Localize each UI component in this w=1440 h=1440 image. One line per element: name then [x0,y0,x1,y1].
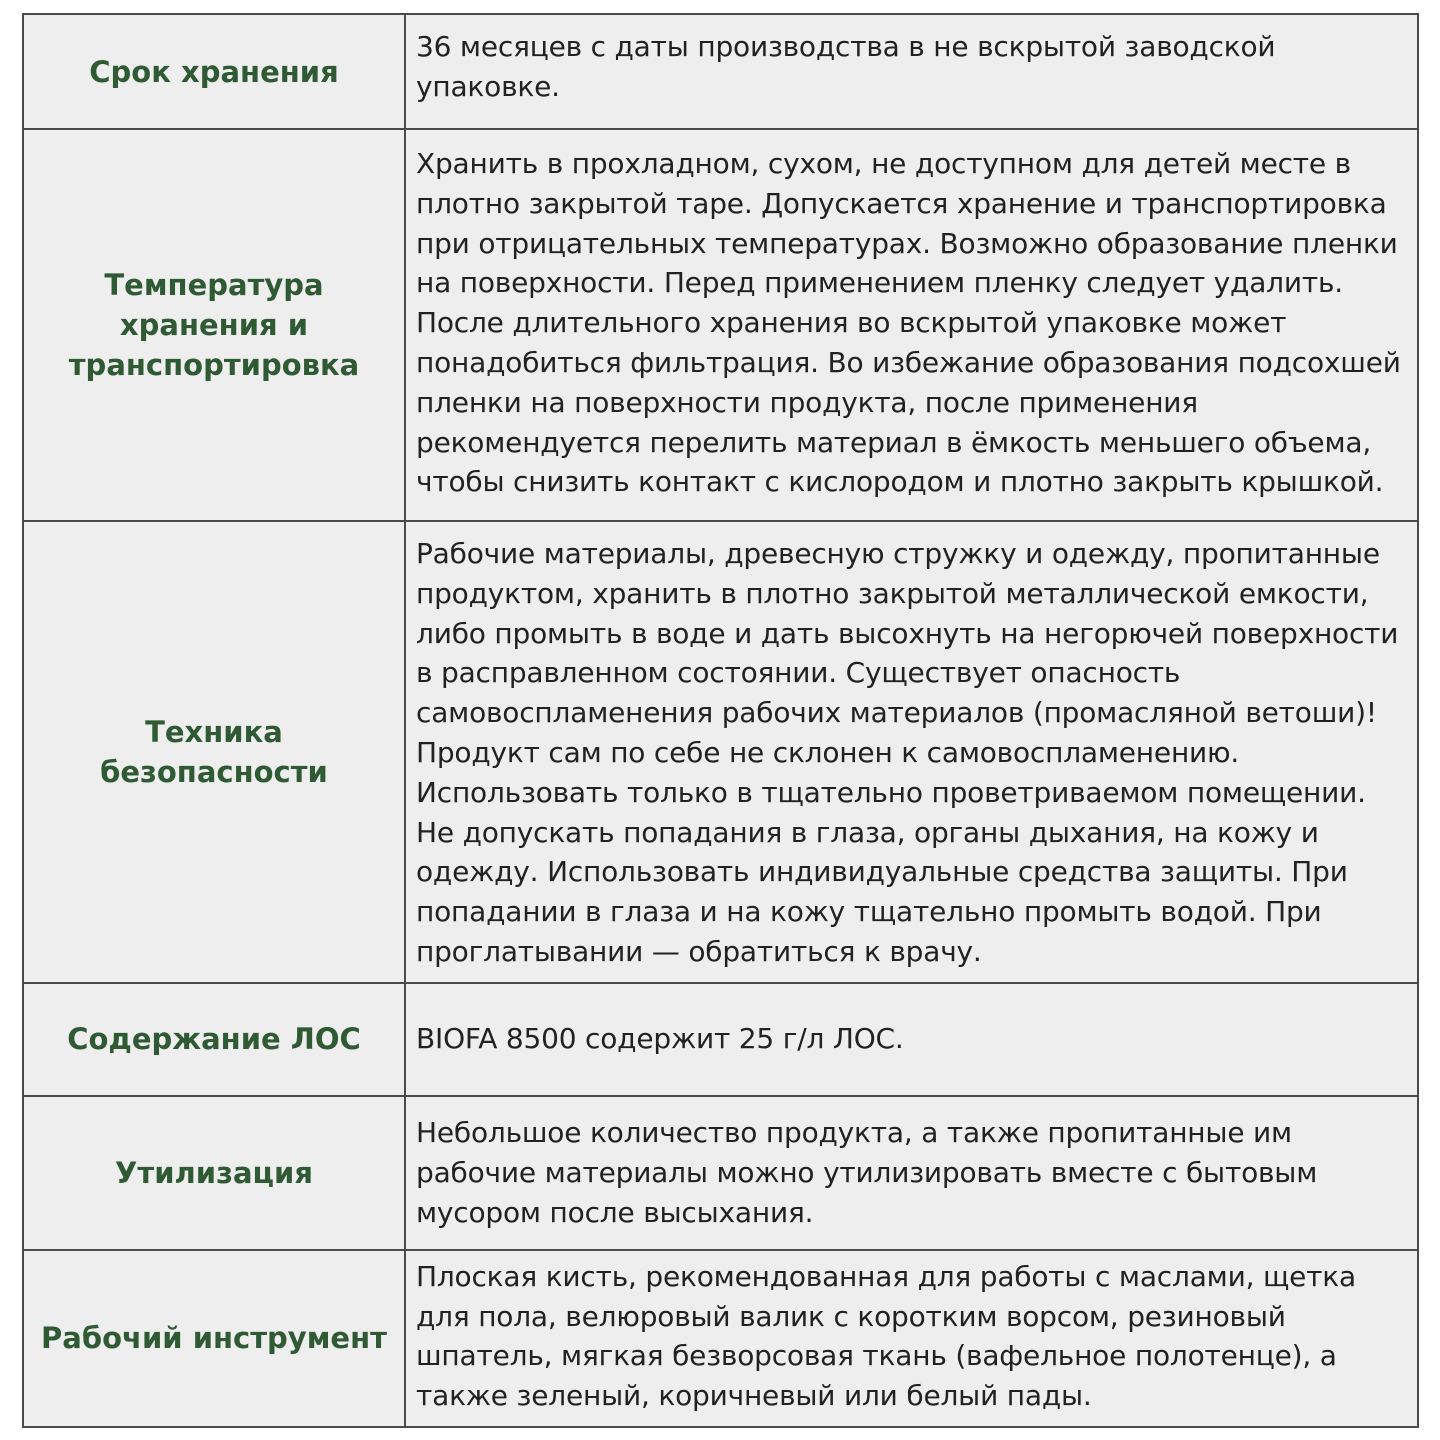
row-label-cell [23,14,405,129]
row-label-cell [23,521,405,983]
row-label: Утилизация [115,1155,313,1190]
row-value-cell [405,983,1418,1096]
table-row [23,129,1418,521]
row-label-cell [23,129,405,521]
row-value: 36 месяцев с даты производства в не вскрытой заводской упаковке. [416,30,1276,103]
row-label: Рабочий инструмент [41,1321,387,1356]
row-label: Техника безопасности [100,714,328,789]
row-value-cell [405,1096,1418,1250]
row-value: Небольшое количество продукта, а также пропитанные им рабочие материалы можно утилизировать вместе с бытовым мусором после высыхания. [416,1116,1318,1229]
table-row [23,1250,1418,1427]
specification-table [22,13,1419,1428]
table-row [23,14,1418,129]
row-value-cell [405,14,1418,129]
row-label: Содержание ЛОС [67,1022,361,1057]
row-label-cell [23,1250,405,1427]
row-value: Плоская кисть, рекомендованная для работы с маслами, щетка для пола, велюровый валик с коротким ворсом, резиновый шпатель, мягкая безворсовая ткань (вафельное полотенце), а также зеленый, коричневый или белый пады. [416,1259,1356,1413]
row-value: Рабочие материалы, древесную стружку и одежду, пропитанные продуктом, хранить в плотно закрытой металлической емкости, либо промыть в воде и дать высохнуть на негорючей поверхности в расправленном состоянии. Существует опасность самовоспламенения рабочих материалов (промасляной ветоши)! Продукт сам по себе не склонен к самовоспламенению. Использовать только в тщательно проветриваемом помещении. Не допускать попадания в глаза, органы дыхания, на кожу и одежду. Использовать индивидуальные средства защиты. При попадании в глаза и на кожу тщательно промыть водой. При проглатывании — обратиться к врачу. [416,537,1399,968]
row-value-cell [405,129,1418,521]
row-label-cell [23,983,405,1096]
table-row [23,983,1418,1096]
row-label: Температура хранения и транспортировка [68,268,360,382]
row-value: BIOFA 8500 содержит 25 г/л ЛОС. [416,1022,904,1056]
row-label-cell [23,1096,405,1250]
row-value-cell [405,1250,1418,1427]
table-row [23,1096,1418,1250]
row-value-cell [405,521,1418,983]
row-value: Хранить в прохладном, сухом, не доступном для детей месте в плотно закрытой таре. Допускается хранение и транспортировка при отрицательных температурах. Возможно образование пленки на поверхности. Перед применением пленку следует удалить. После длительного хранения во вскрытой упаковке может понадобиться фильтрация. Во избежание образования подсохшей пленки на поверхности продукта, после применения рекомендуется перелить материал в ёмкость меньшего объема, чтобы снизить контакт с кислородом и плотно закрыть крышкой. [416,147,1401,499]
table-row [23,521,1418,983]
row-label: Срок хранения [89,54,339,89]
